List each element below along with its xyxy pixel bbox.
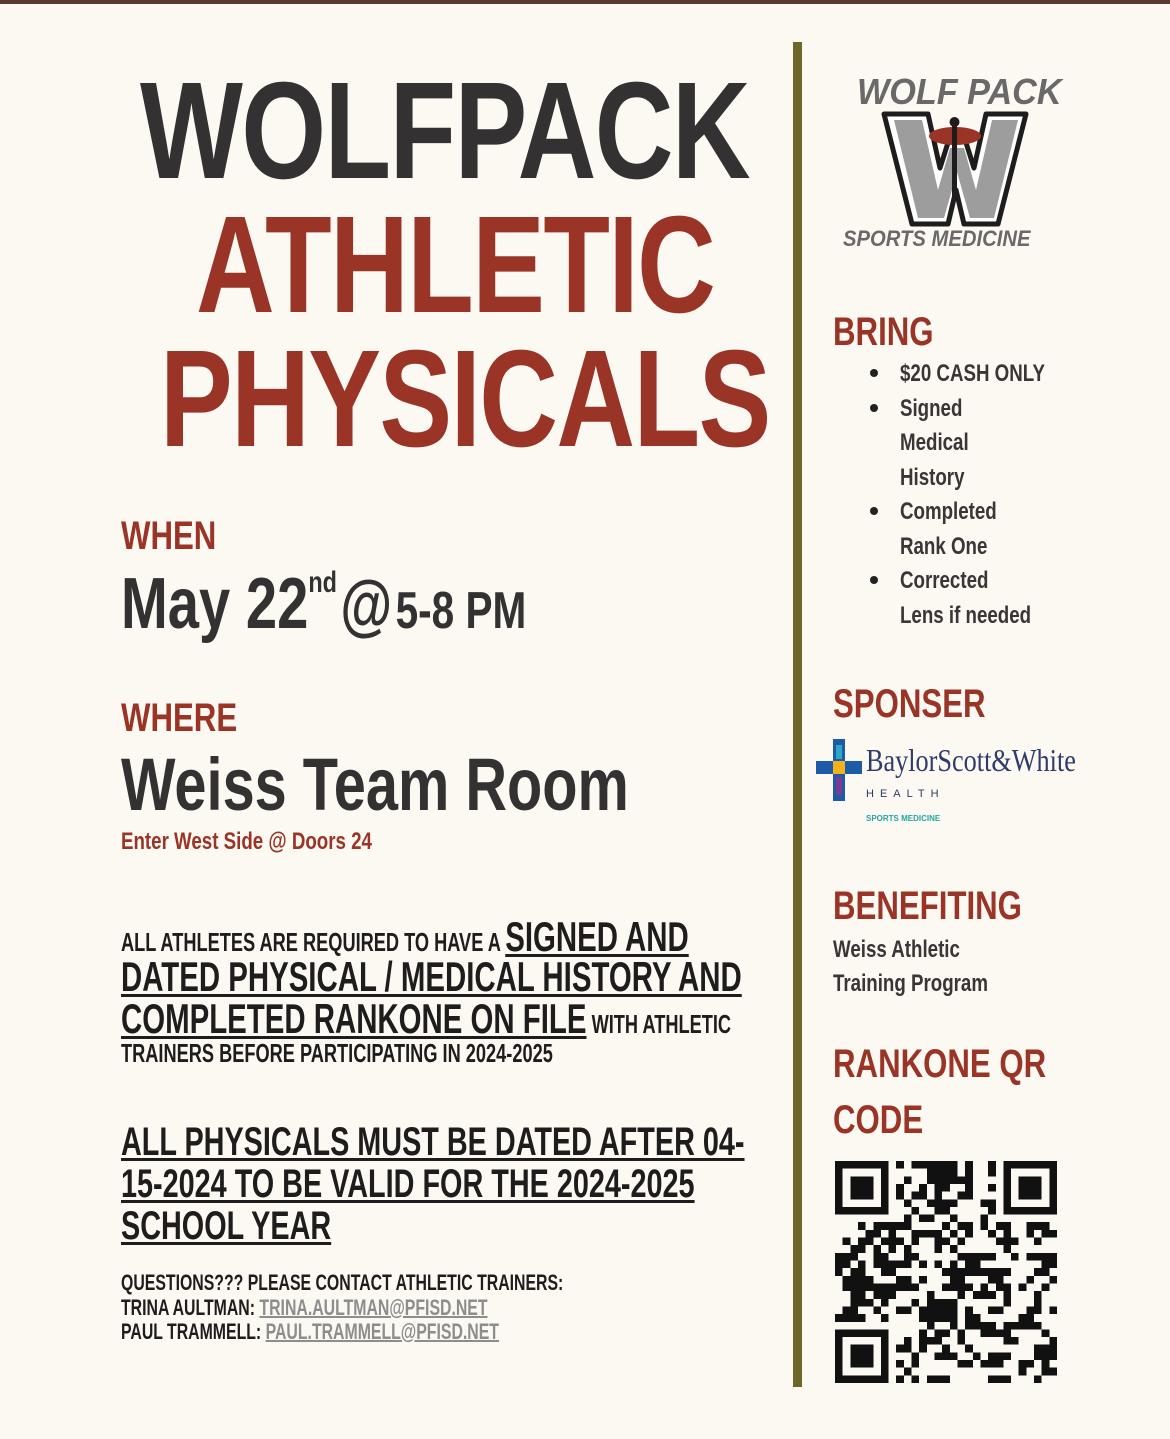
baylor-cross-icon	[816, 739, 862, 801]
title-line-1: WOLFPACK	[140, 54, 750, 208]
rankone-heading-2: CODE	[833, 1098, 924, 1142]
requirement-text-3: TRAINERS BEFORE PARTICIPATING IN 2024-2025	[121, 1038, 553, 1068]
wolfpack-w-logo	[880, 110, 1030, 228]
bring-item: Corrected Lens if needed	[862, 564, 1086, 633]
bring-list	[862, 357, 1086, 633]
when-at: @	[340, 567, 393, 643]
bring-heading: BRING	[833, 310, 934, 354]
requirement-text-1: ALL ATHLETES ARE REQUIRED TO HAVE A	[121, 927, 506, 957]
trainer1-email-link[interactable]: TRINA.AULTMAN@PFISD.NET	[259, 1295, 488, 1320]
benefiting-line-1: Weiss Athletic	[833, 936, 960, 963]
sponsor-name: BaylorScott&White	[866, 742, 1076, 778]
validity-line-1: ALL PHYSICALS MUST BE DATED AFTER 04-	[121, 1120, 745, 1164]
logo-top-text: WOLF PACK	[857, 71, 1062, 112]
rankone-qr-code[interactable]	[835, 1161, 1057, 1383]
vertical-divider	[793, 42, 802, 1387]
trainer2-email-link[interactable]: PAUL.TRAMMELL@PFISD.NET	[265, 1319, 499, 1344]
requirement-emph-3: COMPLETED RANKONE ON FILE	[121, 995, 587, 1042]
bring-item: Signed Medical History	[862, 392, 1086, 496]
benefiting-line-2: Training Program	[833, 970, 988, 997]
requirement-emph-2: DATED PHYSICAL / MEDICAL HISTORY AND	[121, 953, 742, 1000]
validity-line-3: SCHOOL YEAR	[121, 1204, 332, 1248]
trainer1-name: TRINA AULTMAN:	[121, 1295, 260, 1320]
sponsor-heading: SPONSER	[833, 682, 986, 726]
where-heading: WHERE	[121, 696, 238, 740]
contact-intro: QUESTIONS??? PLEASE CONTACT ATHLETIC TRAINERS:	[121, 1270, 564, 1295]
logo-bottom-text: SPORTS MEDICINE	[843, 226, 1031, 251]
bullet-icon	[870, 369, 878, 377]
rankone-heading-1: RANKONE QR	[833, 1042, 1047, 1086]
title-line-3: PHYSICALS	[160, 322, 770, 476]
where-place: Weiss Team Room	[121, 743, 629, 826]
title-line-2: ATHLETIC	[196, 188, 715, 342]
requirement-emph-1: SIGNED AND	[505, 913, 689, 960]
requirement-text-2: WITH ATHLETIC	[586, 1009, 732, 1039]
trainer2-name: PAUL TRAMMELL:	[121, 1319, 266, 1344]
top-border	[0, 0, 1170, 4]
sponsor-sub2: SPORTS MEDICINE	[866, 814, 941, 823]
bring-item: $20 CASH ONLY	[862, 357, 1086, 392]
where-note: Enter West Side @ Doors 24	[121, 828, 372, 855]
benefiting-heading: BENEFITING	[833, 884, 1022, 928]
sponsor-sub1: HEALTH	[866, 788, 945, 800]
when-datetime	[121, 564, 641, 644]
bullet-icon	[870, 507, 878, 515]
bullet-icon	[870, 576, 878, 584]
when-heading: WHEN	[121, 514, 217, 558]
when-date-suffix: nd	[308, 566, 337, 599]
when-time: 5-8 PM	[395, 582, 527, 640]
when-date: May 22	[121, 564, 309, 644]
validity-line-2: 15-2024 TO BE VALID FOR THE 2024-2025	[121, 1162, 695, 1206]
requirement-block	[121, 913, 932, 960]
bring-item: Completed Rank One	[862, 495, 1086, 564]
bullet-icon	[870, 404, 878, 412]
